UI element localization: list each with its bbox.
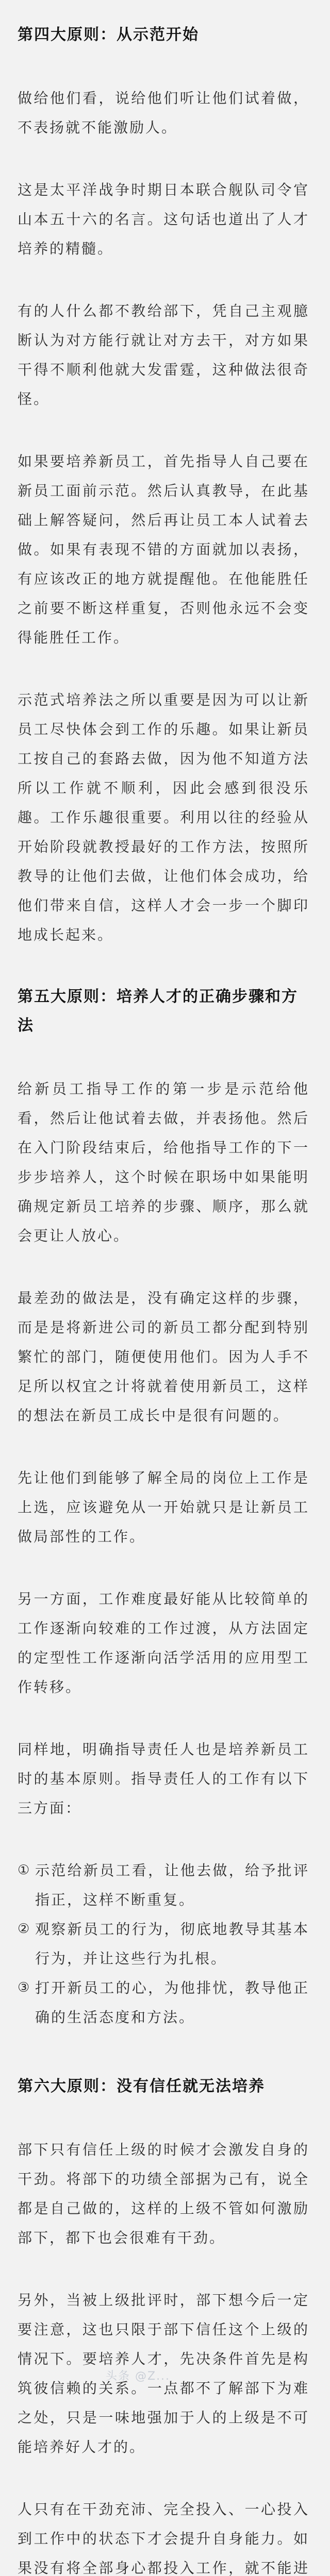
section-title-5: 第五大原则：培养人才的正确步骤和方法: [18, 988, 298, 1035]
paragraph: 最差劲的做法是，没有确定这样的步骤，而是是将新进公司的新员工都分配到特别繁忙的部门，随便使用他们。因为人手不足所以权宜之计将就着使用新员工，这样的想法在新员工成长中是很有问题的。: [18, 1290, 309, 1424]
paragraph: 如果要培养新员工，首先指导人自己要在新员工面前示范。然后认真教导，在此基础上解答疑问，然后再让员工本人试着去做。如果有表现不错的方面就加以表扬，有应该改正的地方就提醒他。在他能胜任之前要不断这样重复，否则他永远不会变得能胜任工作。: [18, 453, 309, 646]
list-item: [18, 1856, 309, 1914]
paragraph: 人只有在干劲充沛、完全投入、一心投入到工作中的状态下才会提升自身能力。如果没有将全部身心都投入工作，就不能进: [18, 2501, 309, 2576]
paragraph: 有的人什么都不教给部下，凭自己主观臆断认为对方能行就让对方去干，对方如果干得不顺利他就大发雷霆，这种做法很奇怪。: [18, 302, 309, 408]
article: [18, 21, 309, 2576]
list-number: ①: [18, 1862, 31, 1878]
paragraph: 先让他们到能够了解全局的岗位上工作是上选，应该避免从一开始就只是让新员工做局部性的工作。: [18, 1469, 309, 1545]
paragraph: 另外，当被上级批评时，部下想今后一定要注意，这也只限于部下信任这个上级的情况下。要培养人才，先决条件首先是构筑彼信赖的关系。一点都不了解部下为难之处，只是一味地强加于人的上级是不可能培养好人才的。: [18, 2292, 309, 2455]
list-number: ②: [18, 1921, 31, 1937]
list-item: [18, 1914, 309, 1973]
list-number: ③: [18, 1980, 31, 1995]
paragraph: 另一方面，工作难度最好能从比较简单的工作逐渐向较难的工作过渡，从方法固定的定型性工作逐渐向活学活用的应用型工作转移。: [18, 1590, 309, 1696]
watermark: 头条 @Z...: [106, 2370, 171, 2383]
paragraph: 做给他们看，说给他们听让他们试着做，不表扬就不能激励人。: [18, 90, 309, 136]
list-text: 打开新员工的心，为他排忧，教导他正确的生活态度和方法。: [35, 1979, 309, 2026]
section-title-6: 第六大原则：没有信任就无法培养: [18, 2077, 265, 2095]
list-item: [18, 1973, 309, 2032]
paragraph: 示范式培养法之所以重要是因为可以让新员工尽快体会到工作的乐趣。如果让新员工按自己的套路去做，因为他不知道方法所以工作就不顺利，因此会感到很没乐趣。工作乐趣很重要。利用以往的经验从开始阶段就教授最好的工作方法，按照所教导的让他们去做，让他们体会成功，给他们带来自信，这样人才会一步一个脚印地成长起来。: [18, 691, 309, 943]
paragraph: 这是太平洋战争时期日本联合舰队司令官山本五十六的名言。这句话也道出了人才培养的精髓。: [18, 181, 309, 257]
paragraph: 部下只有信任上级的时候才会激发自身的干劲。将部下的功绩全部据为己有，说全都是自己做的，这样的上级不管如何激励部下，都下也会很难有干劲。: [18, 2141, 309, 2246]
section-title-4: 第四大原则：从示范开始: [18, 26, 199, 44]
list-text: 示范给新员工看，让他去做，给予批评指正，这样不断重复。: [35, 1862, 309, 1908]
paragraph: 给新员工指导工作的第一步是示范给他看，然后让他试着去做，并表扬他。然后在入门阶段结束后，给他指导工作的下一步步培养人，这个时候在职场中如果能明确规定新员工培养的步骤、顺序，那么就会更让人放心。: [18, 1080, 309, 1244]
paragraph: 同样地，明确指导责任人也是培养新员工时的基本原则。指导责任人的工作有以下三方面：: [18, 1741, 309, 1817]
list-text: 观察新员工的行为，彻底地教导其基本行为，并让这些行为扎根。: [35, 1921, 309, 1967]
responsibility-list: [18, 1856, 309, 2032]
